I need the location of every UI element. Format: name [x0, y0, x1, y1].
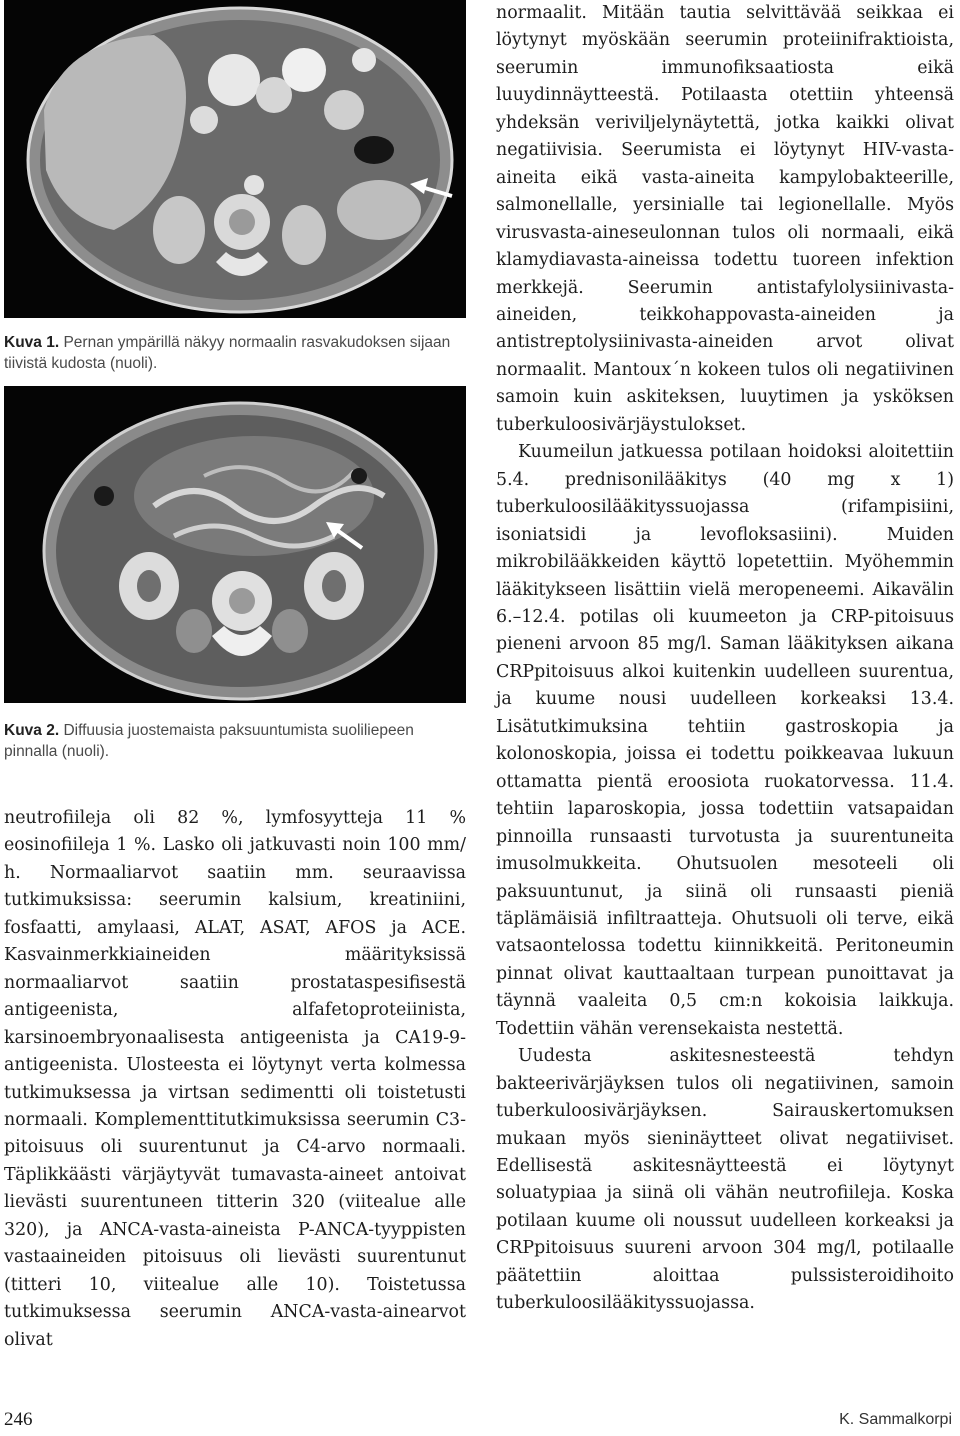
right-paragraph-2: Kuumeilun jatkuessa potilaan hoidoksi aloitettiin 5.4. prednisonilääkitys (40 mg x 1) tuberkuloosilääkityssuojassa (rifampisiini, isoniatsidi ja levofloksasiini). Muiden mikrobilääkkeiden käyttö lopetettiin. Myöhemmin lääkitykseen lisättiin vielä meropeneemi. Aikavälin 6.–12.4. potilas oli kuumeeton ja CRP-pitoisuus pieneni arvoon 85 mg/l. Saman lääkityksen aikana CRPpitoisuus alkoi kuitenkin uudelleen suurentua, ja kuume nousi uudelleen korkeaksi 13.4. Lisätutkimuksina tehtiin gastroskopia ja kolonoskopia, joissa ei todettu poikkeavaa lukuun ottamatta pientä eroosiota ruokatorvessa. 11.4. tehtiin laparoskopia, jossa todettiin vatsapaidan pinnoilla runsaasti turvotusta ja suurentuneita imusolmukkeita. Ohutsuolen mesoteeli oli paksuuntunut, ja siinä oli runsaasti pieniä täplämäisiä infiltraatteja. Ohutsuoli oli terve, eikä vatsaontelossa todettu kiinnikkeitä. Peritoneumin pinnat olivat kauttaaltaan turpean punoittavat ja täynnä vaaleita 0,5 cm:n kokoisia laikkuja. Todettiin vähän verensekaista nestettä.: [496, 442, 954, 1039]
figure-1-label: Kuva 1.: [4, 334, 60, 351]
left-text-column: [4, 805, 466, 1354]
page-number: 246: [4, 1409, 33, 1430]
figure-2-caption: [4, 720, 466, 762]
left-paragraph-1: neutrofiileja oli 82 %, lymfosyytteja 11 % eosinofiileja 1 %. Lasko oli jatkuvasti noin 100 mm/ h. Normaaliarvot saatiin mm. seuraavissa tutkimuksissa: seerumin kalsium, kreatiniini, fosfaatti, amylaasi, ALAT, ASAT, AFOS ja ACE. Kasvainmerkkiaineiden määrityksissä normaaliarvot saatiin prostataspesifisestä antigeenista, alfafetoproteiinista, karsinoembryonaalisesta antigeenista ja CA19-9-antigeenista. Ulosteesta ei löytynyt verta kolmessa tutkimuksessa ja virtsan sedimentti oli toistetusti normaali. Komplementtitutkimuksissa seerumin C3-pitoisuus oli suurentunut ja C4-arvo normaali. Täplikkäästi värjäytyvät tumavasta-aineet antoivat lievästi suurentuneen titterin 320 (viitealue alle 320), ja ANCA-vasta-aineista P-ANCA-tyyppisten vastaaineiden pitoisuus oli lievästi suurentunut (titteri 10, viitealue alle 10). Toistetussa tutkimuksessa seerumin ANCA-vasta-ainearvot olivat: [4, 808, 466, 1350]
figure-1-caption-text: Pernan ympärillä näkyy normaalin rasvakudoksen sijaan tiivistä kudosta (nuoli).: [4, 334, 451, 372]
right-paragraph-1: normaalit. Mitään tautia selvittävää seikkaa ei löytynyt myöskään seerumin proteiinifraktioista, seerumin immunofiksaatiosta eikä luuydinnäytteestä. Potilaasta otettiin yhteensä yhdeksän veriviljelynäytettä, jotka kaikki olivat negatiivisia. Seerumista ei löytynyt HIV-vasta-aineita eikä vasta-aineita kampylobakteerille, salmonellalle, yersinialle tai legionellalle. Myös virusvasta-aineseulonnan tulos oli normaali, eikä klamydiavasta-aineissa todettu tuoreen infektion merkkejä. Seerumin antistafylolysiinivasta-aineiden, teikkohappovasta-aineiden ja antistreptolysiinivasta-aineiden arvot olivat normaalit. Mantoux´n kokeen tulos oli negatiivinen samoin kuin askiteksen, luuytimen ja ysköksen tuberkuloosivärjäystulokset.: [496, 3, 954, 435]
right-paragraph-3: Uudesta askitesnesteestä tehdyn bakteerivärjäyksen tulos oli negatiivinen, samoin tuberkuloosivärjäyksen. Sairauskertomuksen mukaan myös sieninäytteet olivat negatiiviset. Edellisestä askitesnäytteestä ei löytynyt soluatypiaa ja siinä oli vähän neutrofiileja. Koska potilaan kuume oli noussut uudelleen korkeaksi ja CRPpitoisuus suureni arvoon 304 mg/l, potilaalle päätettiin aloittaa pulssisteroidihoito tuberkuloosilääkityssuojassa.: [496, 1046, 954, 1314]
figure-2-label: Kuva 2.: [4, 722, 60, 739]
figure-2-caption-text: Diffuusia juostemaista paksuuntumista suoliliepeen pinnalla (nuoli).: [4, 722, 414, 760]
ct-scan-image-icon: [4, 386, 466, 703]
figure-1-caption: [4, 332, 466, 374]
figure-1-ct-image: [4, 0, 466, 318]
figure-2-ct-image: [4, 386, 466, 703]
ct-scan-image-icon: [4, 0, 466, 318]
author-name: K. Sammalkorpi: [839, 1411, 952, 1428]
right-text-column: [496, 0, 954, 1318]
